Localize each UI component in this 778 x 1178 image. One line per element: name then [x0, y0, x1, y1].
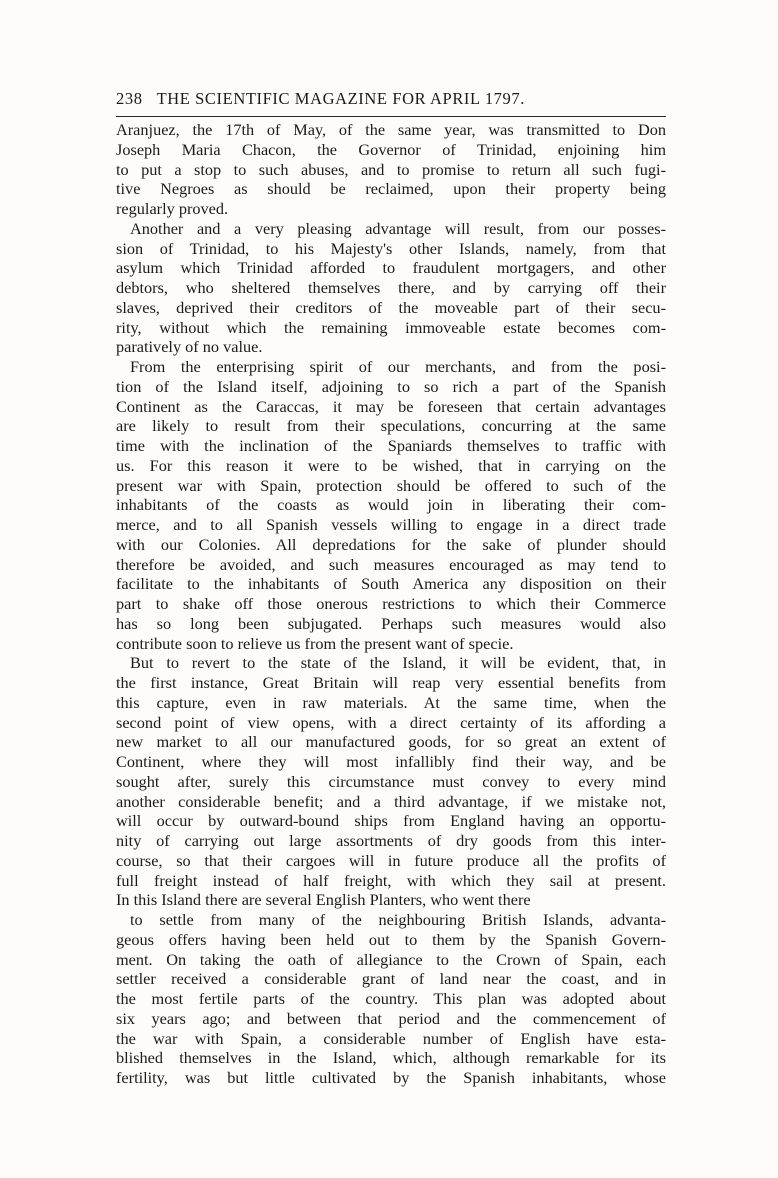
text-line: Aranjuez, the 17th of May, of the same year, was transmitted to Don: [116, 120, 666, 139]
text-line: present war with Spain, protection should be offered to such of the: [116, 475, 666, 495]
text-line: to settle from many of the neighbouring British Islands, advanta-: [130, 910, 666, 929]
text-line: new market to all our manufactured goods, for so great an extent of: [116, 732, 666, 752]
text-line: Continent as the Caraccas, it may be foreseen that certain advantages: [116, 396, 666, 416]
header-rule: [116, 116, 666, 117]
text-line: slaves, deprived their creditors of the moveable part of their secu-: [116, 297, 666, 317]
text-line: therefore be avoided, and such measures encouraged as may tend to: [116, 554, 666, 574]
text-line: the most fertile parts of the country. This plan was adopted about: [116, 989, 666, 1008]
text-line: the first instance, Great Britain will reap very essential benefits from: [116, 673, 666, 692]
text-line: will occur by outward-bound ships from England having an opportu-: [116, 811, 666, 831]
text-line: with our Colonies. All depredations for the sake of plunder should: [116, 534, 666, 554]
text-line: rity, without which the remaining immoveable estate becomes com-: [116, 317, 666, 337]
text-line: Joseph Maria Chacon, the Governor of Trinidad, enjoining him: [116, 139, 666, 159]
text-line: facilitate to the inhabitants of South America any disposition on their: [116, 574, 666, 594]
text-line: course, so that their cargoes will in future produce all the profits of: [116, 850, 666, 870]
text-line: From the enterprising spirit of our merchants, and from the posi-: [130, 357, 666, 376]
text-line: ment. On taking the oath of allegiance to the Crown of Spain, each: [116, 949, 666, 969]
text-line: to put a stop to such abuses, and to promise to return all such fugi-: [116, 159, 666, 179]
text-line: Continent, where they will most infallibly find their way, and be: [116, 752, 666, 771]
text-line: tion of the Island itself, adjoining to so rich a part of the Spanish: [116, 376, 666, 396]
text-line: sought after, surely this circumstance must convey to every mind: [116, 771, 666, 791]
text-line: tive Negroes as should be reclaimed, upon their property being: [116, 179, 666, 199]
text-line: full freight instead of half freight, with which they sail at present.: [116, 870, 666, 890]
text-line: geous offers having been held out to them by the Spanish Govern-: [116, 929, 666, 949]
text-line: nity of carrying out large assortments of dry goods from this inter-: [116, 831, 666, 850]
text-line: settler received a considerable grant of land near the coast, and in: [116, 969, 666, 989]
text-line: part to shake off those onerous restrictions to which their Commerce: [116, 594, 666, 613]
text-line: asylum which Trinidad afforded to fraudulent mortgagers, and other: [116, 258, 666, 278]
text-line: six years ago; and between that period and the commencement of: [116, 1008, 666, 1028]
text-line: regularly proved.: [116, 199, 229, 218]
text-line: has so long been subjugated. Perhaps such measures would also: [116, 613, 666, 633]
text-line: debtors, who sheltered themselves there, and by carrying off their: [116, 278, 666, 297]
page-number: 238: [116, 89, 143, 108]
running-title: THE SCIENTIFIC MAGAZINE FOR APRIL 1797.: [156, 89, 525, 108]
text-line: another considerable benefit; and a third advantage, if we mistake not,: [116, 791, 666, 811]
text-line: Another and a very pleasing advantage will result, from our posses-: [130, 218, 666, 238]
text-line: are likely to result from their speculations, concurring at the same: [116, 416, 666, 436]
text-line: fertility, was but little cultivated by the Spanish inhabitants, whose: [116, 1068, 666, 1087]
text-line: time with the inclination of the Spaniards themselves to traffic with: [116, 436, 666, 455]
text-line: In this Island there are several English Planters, who went there: [116, 890, 531, 910]
text-line: the war with Spain, a considerable number of English have esta-: [116, 1028, 666, 1048]
text-line: inhabitants of the coasts as would join in liberating their com-: [116, 495, 666, 515]
text-line: But to revert to the state of the Island, it will be evident, that, in: [130, 653, 666, 673]
text-line: this capture, even in raw materials. At the same time, when the: [116, 692, 666, 712]
body-text: [116, 120, 666, 1088]
text-line: sion of Trinidad, to his Majesty's other Islands, namely, from that: [116, 238, 666, 258]
text-line: us. For this reason it were to be wished, that in carrying on the: [116, 455, 666, 475]
text-line: paratively of no value.: [116, 337, 263, 357]
text-line: merce, and to all Spanish vessels willing to engage in a direct trade: [116, 515, 666, 534]
text-line: second point of view opens, with a direct certainty of its affording a: [116, 712, 666, 732]
text-line: contribute soon to relieve us from the present want of specie.: [116, 633, 514, 653]
running-header: [116, 89, 664, 109]
text-line: blished themselves in the Island, which, although remarkable for its: [116, 1048, 666, 1068]
